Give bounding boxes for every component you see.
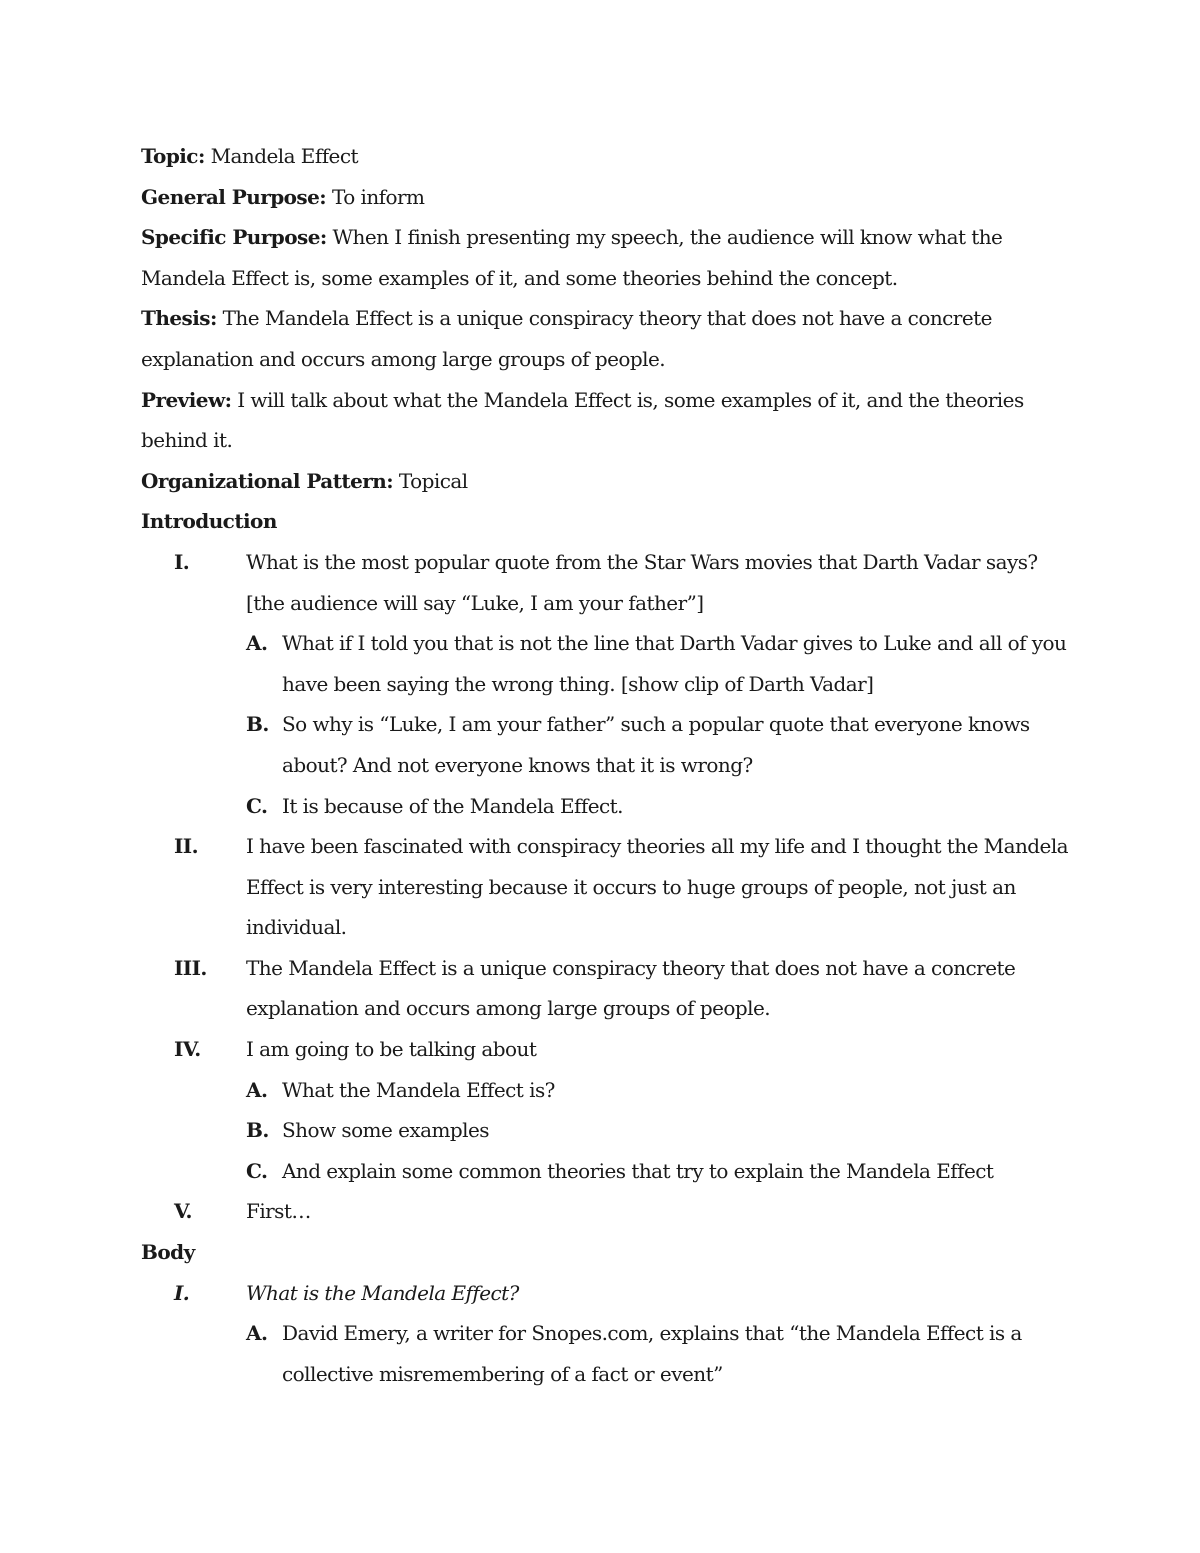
intro-point-3-continuation — [141, 988, 1071, 1029]
intro-point-4-sub-a-letter: A. — [246, 1077, 268, 1102]
general-purpose-line — [141, 177, 1071, 218]
preview-line — [141, 380, 1071, 421]
body-point-1-sub-a-continuation — [141, 1354, 1071, 1395]
intro-point-4-sub-b — [141, 1110, 1071, 1151]
intro-point-4-sub-c — [141, 1151, 1071, 1192]
intro-point-5-number: V. — [174, 1199, 192, 1224]
preview-continuation: behind it. — [141, 428, 233, 453]
intro-point-2-continuation-2 — [141, 907, 1071, 948]
preview-label: Preview: — [141, 387, 232, 412]
intro-point-3 — [141, 948, 1071, 989]
intro-point-1-text-line2: [the audience will say “Luke, I am your father”] — [246, 590, 704, 615]
intro-point-1-continuation — [141, 583, 1071, 624]
intro-point-1-sub-a-text: What if I told you that is not the line that Darth Vadar gives to Luke and all of you — [282, 631, 1067, 656]
preview-value: I will talk about what the Mandela Effect is, some examples of it, and the theories — [237, 387, 1024, 412]
intro-point-1-sub-a — [141, 623, 1071, 664]
intro-point-2-text: I have been fascinated with conspiracy theories all my life and I thought the Mandela — [246, 834, 1069, 859]
specific-purpose-value: When I finish presenting my speech, the audience will know what the — [332, 225, 1003, 250]
intro-point-1-number: I. — [174, 549, 190, 574]
intro-point-1-sub-c — [141, 786, 1071, 827]
topic-label: Topic: — [141, 144, 205, 168]
general-purpose-value: To inform — [331, 184, 425, 209]
intro-point-4-sub-c-text: And explain some common theories that try to explain the Mandela Effect — [282, 1158, 994, 1183]
intro-point-1 — [141, 542, 1071, 583]
organizational-pattern-line — [141, 461, 1071, 502]
intro-point-5 — [141, 1191, 1071, 1232]
intro-point-4-text: I am going to be talking about — [246, 1037, 537, 1062]
intro-point-1-sub-b-text: So why is “Luke, I am your father” such a popular quote that everyone knows — [282, 712, 1030, 737]
body-heading: Body — [141, 1240, 195, 1265]
intro-point-1-sub-b-continuation — [141, 745, 1071, 786]
intro-point-3-number: III. — [174, 955, 207, 980]
intro-point-2 — [141, 826, 1071, 867]
speech-outline — [141, 136, 1071, 1394]
body-point-1-sub-a-letter: A. — [246, 1321, 268, 1346]
specific-purpose-label: Specific Purpose: — [141, 225, 327, 250]
topic-line — [141, 136, 1071, 177]
intro-point-1-sub-a-text-line2: have been saying the wrong thing. [show clip of Darth Vadar] — [282, 671, 874, 696]
specific-purpose-continuation: Mandela Effect is, some examples of it, and some theories behind the concept. — [141, 265, 898, 290]
intro-point-1-sub-b-letter: B. — [246, 712, 269, 737]
introduction-heading: Introduction — [141, 509, 277, 534]
organizational-pattern-value: Topical — [398, 468, 468, 493]
body-point-1 — [141, 1273, 1071, 1314]
topic-value: Mandela Effect — [210, 144, 358, 168]
intro-point-4-number: IV. — [174, 1037, 201, 1062]
body-point-1-number: I. — [174, 1280, 190, 1305]
body-point-1-sub-a — [141, 1313, 1071, 1354]
intro-point-4-sub-c-letter: C. — [246, 1158, 268, 1183]
intro-point-1-sub-a-continuation — [141, 664, 1071, 705]
thesis-label: Thesis: — [141, 306, 217, 331]
intro-point-2-number: II. — [174, 834, 199, 859]
intro-point-1-sub-b-text-line2: about? And not everyone knows that it is wrong? — [282, 752, 753, 777]
intro-point-3-text-line2: explanation and occurs among large groups of people. — [246, 996, 771, 1021]
general-purpose-label: General Purpose: — [141, 184, 327, 209]
body-point-1-sub-a-text-line2: collective misremembering of a fact or event” — [282, 1361, 723, 1386]
intro-point-4-sub-b-text: Show some examples — [282, 1118, 489, 1143]
intro-point-1-sub-c-letter: C. — [246, 793, 268, 818]
intro-point-4-sub-a-text: What the Mandela Effect is? — [282, 1077, 555, 1102]
intro-point-2-text-line2: Effect is very interesting because it occurs to huge groups of people, not just an — [246, 874, 1016, 899]
intro-point-1-text: What is the most popular quote from the Star Wars movies that Darth Vadar says? — [246, 549, 1038, 574]
thesis-value: The Mandela Effect is a unique conspiracy theory that does not have a concrete — [222, 306, 992, 331]
thesis-line — [141, 298, 1071, 339]
body-point-1-text: What is the Mandela Effect? — [246, 1280, 519, 1305]
intro-point-4 — [141, 1029, 1071, 1070]
intro-point-3-text: The Mandela Effect is a unique conspiracy theory that does not have a concrete — [246, 955, 1016, 980]
intro-point-1-sub-c-text: It is because of the Mandela Effect. — [282, 793, 623, 818]
body-point-1-sub-a-text: David Emery, a writer for Snopes.com, explains that “the Mandela Effect is a — [282, 1321, 1022, 1346]
organizational-pattern-label: Organizational Pattern: — [141, 468, 394, 493]
intro-point-4-sub-b-letter: B. — [246, 1118, 269, 1143]
intro-point-1-sub-b — [141, 704, 1071, 745]
intro-point-4-sub-a — [141, 1070, 1071, 1111]
intro-point-5-text: First… — [246, 1199, 311, 1224]
intro-point-2-text-line3: individual. — [246, 915, 347, 940]
specific-purpose-line — [141, 217, 1071, 258]
thesis-continuation: explanation and occurs among large groups of people. — [141, 346, 666, 371]
intro-point-1-sub-a-letter: A. — [246, 631, 268, 656]
intro-point-2-continuation — [141, 867, 1071, 908]
